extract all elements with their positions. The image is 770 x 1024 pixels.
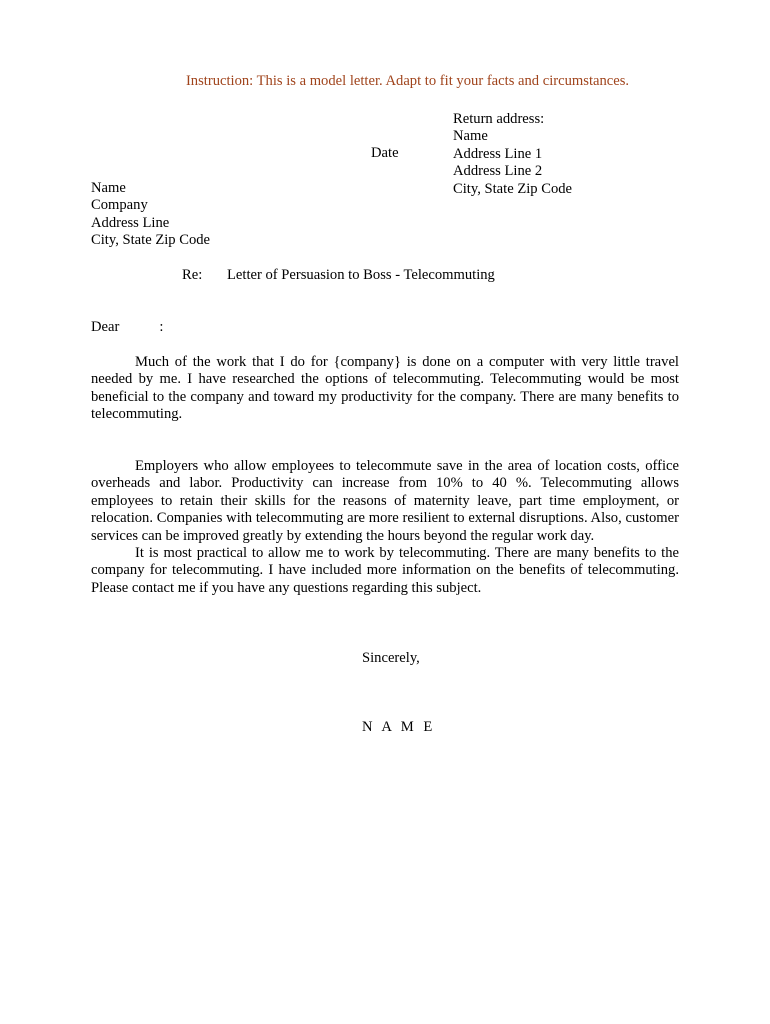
date-label: Date [371,145,399,161]
return-address-label: Return address: [453,111,545,127]
salutation-word: Dear [91,319,120,335]
body-paragraph: Much of the work that I do for {company} is done on a computer with very little travel needed by me. I have researched the options of telecommuting. Telecommuting would be most beneficial to the company and toward my productivity for the company. There are many benefits to telecommuting. [91,354,679,423]
subject-line [182,267,495,284]
return-address-block [453,111,572,198]
return-address-line2: Address Line 2 [453,163,543,180]
recipient-company: Company [91,197,148,214]
recipient-address: Address Line [91,214,170,231]
instruction-note: Instruction: This is a model letter. Adapt to fit your facts and circumstances. [185,73,630,89]
body-paragraph: Employers who allow employees to telecommute save in the area of location costs, office overheads and labor. Productivity can increase from 10% to 40 %. Telecommuting allows employees to retain their skills for the reasons of maternity leave, part time employment, or relocation. Companies with telecommuting are more resilient to external disruptions. Also, customer services can be improved greatly by extending the hours beyond the regular work day. [91,458,679,544]
return-address-line1: Address Line 1 [453,145,543,162]
subject-text: Letter of Persuasion to Boss - Telecommuting [227,267,495,283]
return-address-name: Name [453,128,488,145]
recipient-city-state-zip: City, State Zip Code [91,232,211,249]
recipient-name: Name [91,180,126,196]
salutation-colon: : [159,319,164,335]
return-address-city-state-zip: City, State Zip Code [453,180,573,197]
signature-name: N A M E [362,719,436,735]
subject-label: Re: [182,267,203,283]
body-paragraph: It is most practical to allow me to work by telecommuting. There are many benefits to the company for telecommuting. I have included more information on the benefits of telecommuting. Please contact me if you have any questions regarding this subject. [91,545,679,596]
recipient-address-block [91,180,210,250]
salutation [91,319,163,336]
closing: Sincerely, [362,650,420,666]
